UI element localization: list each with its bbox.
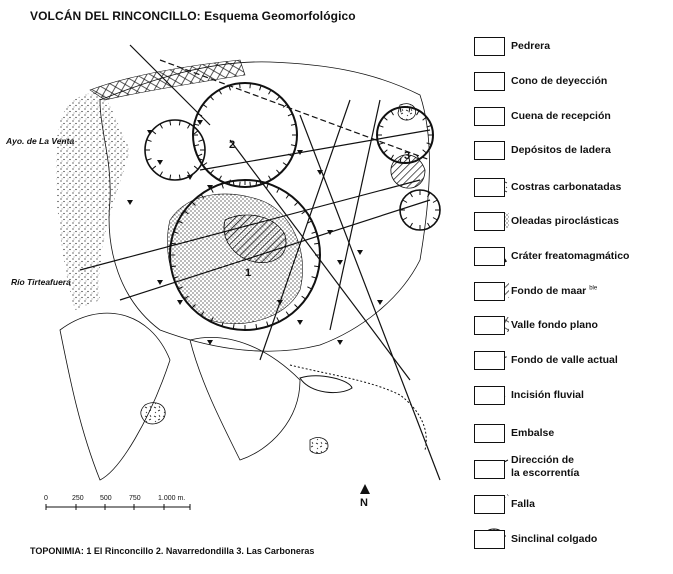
legend-label-valle_plano — [511, 319, 598, 331]
legend-item-fondo_valle — [474, 351, 669, 373]
embalse — [300, 376, 352, 393]
crater-tick — [147, 159, 152, 161]
legend-label-text: Embalse — [511, 427, 555, 439]
crater-tick — [288, 114, 293, 116]
crater-tick — [384, 150, 388, 153]
cono-deyeccion-icon-box — [474, 72, 505, 91]
legend-label-text: Cuena de recepción — [511, 110, 611, 122]
legend-item-cuenca — [474, 107, 669, 129]
crater-tick — [194, 131, 198, 134]
legend-item-escorrentia — [474, 454, 669, 482]
legend-label-text: Fondo de maar — [511, 285, 587, 297]
cono-lower-left — [60, 313, 170, 480]
crater-tick — [286, 312, 289, 316]
legend-label-text: Cráter freatomagmático — [511, 250, 630, 262]
deposit-triangle — [157, 280, 163, 285]
crater-tick — [410, 223, 413, 227]
crater-tick — [428, 223, 431, 227]
crater-tick — [391, 111, 394, 115]
crater-tick — [276, 96, 279, 100]
legend-label-text: Fondo de valle actual — [511, 354, 618, 366]
deposit-triangle — [177, 300, 183, 305]
deposit-triangle — [197, 120, 203, 125]
crater-tick — [307, 287, 311, 289]
crater-tick — [276, 170, 279, 174]
depositos-ladera-icon-box — [474, 141, 505, 160]
deposit-triangle — [127, 200, 133, 205]
legend-label-fondo_valle — [511, 354, 618, 366]
incision-icon-box — [474, 386, 505, 405]
legend-label-line2: la escorrentía — [511, 467, 580, 479]
crater-tick — [269, 176, 272, 180]
legend-label-text: Sinclinal colgado — [511, 533, 598, 545]
crater-tick — [433, 200, 437, 203]
legend-item-depositos — [474, 141, 669, 163]
legend-label-text: Falla — [511, 498, 535, 510]
legend-item-pedrera — [474, 37, 669, 59]
crater-tick — [294, 304, 298, 308]
crater-tick — [152, 131, 156, 134]
legend-label-text: Valle fondo plano — [511, 319, 598, 331]
legend-item-cono — [474, 72, 669, 94]
deposit-triangle — [377, 300, 383, 305]
crater-tick — [194, 166, 198, 169]
escorrentia-icon-box — [474, 460, 505, 479]
crater-tick — [403, 200, 407, 203]
label-rio-tirteafuera: Río Tirteafuera — [11, 277, 71, 287]
legend-label-text: Pedrera — [511, 40, 551, 52]
crater-tick — [198, 140, 203, 142]
legend-label-text: Cono de deyección — [511, 75, 608, 87]
crater-tick — [210, 96, 213, 100]
legend-label-cono — [511, 75, 607, 87]
legend-label-incision — [511, 389, 584, 401]
legend-label-text: Costras carbonatadas — [511, 181, 622, 193]
crater-tick — [170, 175, 171, 180]
crater-tick — [403, 218, 407, 221]
toponimia: TOPONIMIA: 1 El Rinconcillo 2. Navarredondilla 3. Las Carboneras — [30, 546, 315, 556]
legend-item-oleadas — [474, 212, 669, 234]
legend-item-embalse — [474, 424, 669, 446]
crater-tick — [170, 120, 171, 125]
north-arrow — [360, 484, 370, 494]
legend-item-costras — [474, 178, 669, 200]
crater-tick — [203, 163, 207, 166]
crater-tick — [147, 140, 152, 142]
fondo-valle — [290, 365, 426, 450]
legend-item-incision — [474, 386, 669, 408]
cuenca-recepcion-icon-box — [474, 107, 505, 126]
deposit-triangle — [357, 250, 363, 255]
crater-tick — [240, 83, 241, 88]
crater-tick — [391, 155, 394, 159]
fondo-maar-icon-box — [474, 282, 505, 301]
crater-tick — [250, 83, 251, 88]
label-ayo-venta: Ayo. de La Venta — [6, 136, 75, 146]
scale-tick-label: 750 — [129, 495, 141, 502]
crater-tick — [433, 218, 437, 221]
crater-tick — [188, 124, 191, 128]
crater-tick — [410, 193, 413, 197]
legend-label-depositos — [511, 144, 611, 156]
legend-label-text: Oleadas piroclásticas — [511, 215, 619, 227]
crater-tick — [211, 188, 213, 192]
deposit-triangle — [297, 320, 303, 325]
crater-tick — [203, 104, 207, 107]
crater-tick — [179, 175, 180, 180]
legend-label-cuenca — [511, 110, 611, 122]
scale-tick-label: 250 — [72, 495, 84, 502]
crater-tick — [152, 166, 156, 169]
label-num-2: 2 — [229, 139, 236, 151]
cono-center — [190, 337, 300, 460]
crater-tick — [219, 90, 222, 94]
legend-label-sinclinal — [511, 533, 597, 545]
legend-item-falla — [474, 495, 669, 517]
pedrera-icon-box — [474, 37, 505, 56]
legend-label-pedrera — [511, 40, 550, 52]
crater-tick — [210, 170, 213, 174]
legend-label-suffix: ble — [589, 285, 598, 292]
crater-tick — [423, 150, 427, 153]
crater-tick — [277, 188, 279, 192]
crater-tick — [417, 111, 420, 115]
sinclinal-icon-box — [474, 530, 505, 549]
crater-tick — [179, 120, 180, 125]
oleadas-icon-box — [474, 212, 505, 231]
crater-icon-box — [474, 247, 505, 266]
legend-label-fondo_maar — [511, 285, 597, 297]
legend-item-crater — [474, 247, 669, 269]
legend-item-sinclinal — [474, 530, 669, 552]
crater-tick — [250, 182, 251, 187]
crater-tick — [219, 176, 222, 180]
fondo-valle-icon-box — [474, 351, 505, 370]
crater-2 — [193, 83, 297, 187]
crater-tick — [286, 194, 289, 198]
valle-plano-icon-box — [474, 316, 505, 335]
scale-tick-label: 500 — [100, 495, 112, 502]
crater-tick — [269, 90, 272, 94]
label-num-1: 1 — [245, 267, 252, 279]
legend-label-line1: Dirección de — [511, 454, 575, 466]
scale-bar — [46, 504, 190, 510]
legend-label-costras — [511, 181, 621, 193]
scale-tick-label: 1.000 m. — [158, 495, 186, 502]
falla-icon-box — [474, 495, 505, 514]
deposit-triangle — [337, 260, 343, 265]
deposit-triangle — [157, 160, 163, 165]
crater-tick — [160, 172, 163, 176]
deposit-triangle — [147, 130, 153, 135]
costras-icon-box — [474, 178, 505, 197]
legend-label-text: Incisión fluvial — [511, 389, 584, 401]
crater-tick — [197, 154, 202, 156]
north-label: N — [360, 497, 368, 509]
map-title: VOLCÁN DEL RINCONCILLO: Esquema Geomorfológico — [30, 9, 356, 23]
legend-label-oleadas — [511, 215, 619, 227]
embalse-icon-box — [474, 424, 505, 443]
legend-label-escorrentia — [511, 454, 661, 480]
legend-label-text: Depósitos de ladera — [511, 144, 611, 156]
crater-tick — [283, 163, 287, 166]
legend-label-crater — [511, 250, 629, 262]
legend-item-fondo_maar — [474, 282, 669, 304]
legend-label-embalse — [511, 427, 554, 439]
label-num-3: 3 — [404, 150, 411, 162]
crater-tick — [160, 124, 163, 128]
legend-item-valle_plano — [474, 316, 669, 338]
crater-tick — [384, 117, 388, 120]
crater-tick — [277, 317, 279, 321]
crater-tick — [294, 202, 298, 206]
crater-tick — [240, 182, 241, 187]
deposit-triangle — [337, 340, 343, 345]
scale-tick-label: 0 — [44, 495, 48, 502]
crater-tick — [302, 296, 306, 299]
legend-label-falla — [511, 498, 535, 510]
